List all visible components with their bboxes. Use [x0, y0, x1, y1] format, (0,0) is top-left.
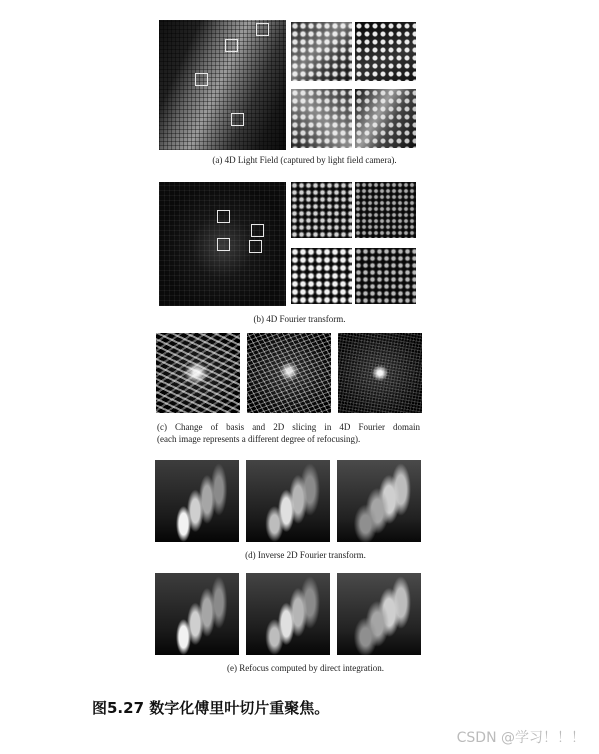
highlight-box: [217, 210, 230, 223]
fourier-zoom-tile: [355, 248, 416, 304]
watermark: CSDN @学习！！！: [456, 730, 585, 746]
highlight-box: [251, 224, 264, 237]
direct-integration-image: [246, 573, 330, 655]
caption-c-continued: (each image represents a different degree of refocusing).: [157, 434, 361, 444]
caption-b: (b) 4D Fourier transform.: [253, 314, 346, 324]
fourier-zoom-tile: [291, 248, 352, 304]
highlight-box: [256, 23, 269, 36]
light-field-zoom-tile: [355, 89, 416, 148]
light-field-zoom-tile: [291, 89, 352, 148]
fourier-slice-image: [156, 333, 240, 413]
fourier-zoom-tile: [291, 182, 352, 238]
highlight-box: [249, 240, 262, 253]
highlight-box: [231, 113, 244, 126]
highlight-box: [195, 73, 208, 86]
caption-c: (c) Change of basis and 2D slicing in 4D Fourier domain: [157, 422, 420, 432]
light-field-zoom-tile: [355, 22, 416, 81]
highlight-box: [225, 39, 238, 52]
fourier-zoom-tile: [355, 182, 416, 238]
light-field-zoom-tile: [291, 22, 352, 81]
refocused-image: [155, 460, 239, 542]
light-field-image: [159, 20, 286, 150]
figure-title: 图5.27 数字化傅里叶切片重聚焦。: [92, 699, 330, 717]
direct-integration-image: [155, 573, 239, 655]
refocused-image: [337, 460, 421, 542]
caption-a: (a) 4D Light Field (captured by light field camera).: [212, 155, 397, 165]
refocused-image: [246, 460, 330, 542]
fourier-slice-image: [247, 333, 331, 413]
caption-d: (d) Inverse 2D Fourier transform.: [245, 550, 366, 560]
direct-integration-image: [337, 573, 421, 655]
fourier-slice-image: [338, 333, 422, 413]
caption-e: (e) Refocus computed by direct integration.: [227, 663, 384, 673]
highlight-box: [217, 238, 230, 251]
